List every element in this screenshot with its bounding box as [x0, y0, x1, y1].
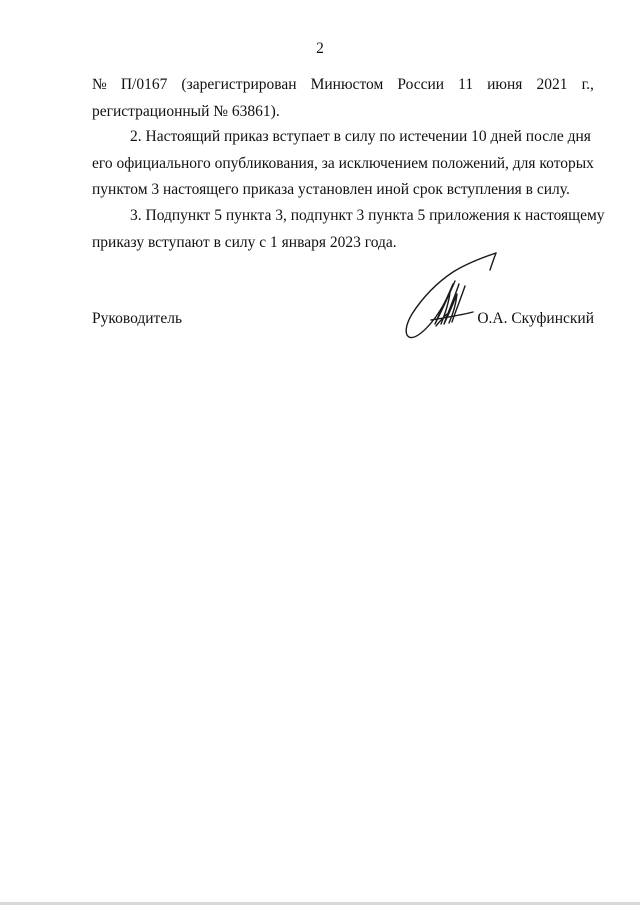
paragraph-1: [92, 72, 594, 125]
word: (зарегистрирован: [181, 76, 297, 93]
page-number: 2: [316, 40, 324, 57]
word: Минюстом: [310, 76, 384, 93]
word: июня: [487, 76, 523, 93]
paragraph-3-line-1: 3. Подпункт 5 пункта 3, подпункт 3 пункта 5 приложения к настоящему: [130, 207, 605, 224]
paragraph-2-line-3: пунктом 3 настоящего приказа установлен иной срок вступления в силу.: [92, 181, 570, 198]
paragraph-1-line-1: [92, 72, 594, 99]
paragraph-2-line-2: его официального опубликования, за исключением положений, для которых: [92, 154, 594, 172]
word: 2021: [536, 76, 568, 93]
signatory-title: Руководитель: [92, 310, 183, 327]
paragraph-2-line-1: 2. Настоящий приказ вступает в силу по истечении 10 дней после дня: [130, 128, 591, 145]
word: России: [397, 76, 445, 93]
paragraph-2: [92, 124, 594, 204]
word: П/0167: [120, 76, 168, 93]
word: 11: [458, 76, 474, 93]
paragraph-3-line-2: приказу вступают в силу с 1 января 2023 года.: [92, 233, 397, 251]
paragraph-1-line-2: регистрационный № 63861).: [92, 102, 280, 120]
signatory-name: О.А. Скуфинский: [477, 310, 594, 327]
word: г.,: [581, 76, 594, 93]
word: №: [92, 76, 107, 93]
paragraph-3: [92, 203, 605, 256]
signature-block: [92, 306, 594, 346]
